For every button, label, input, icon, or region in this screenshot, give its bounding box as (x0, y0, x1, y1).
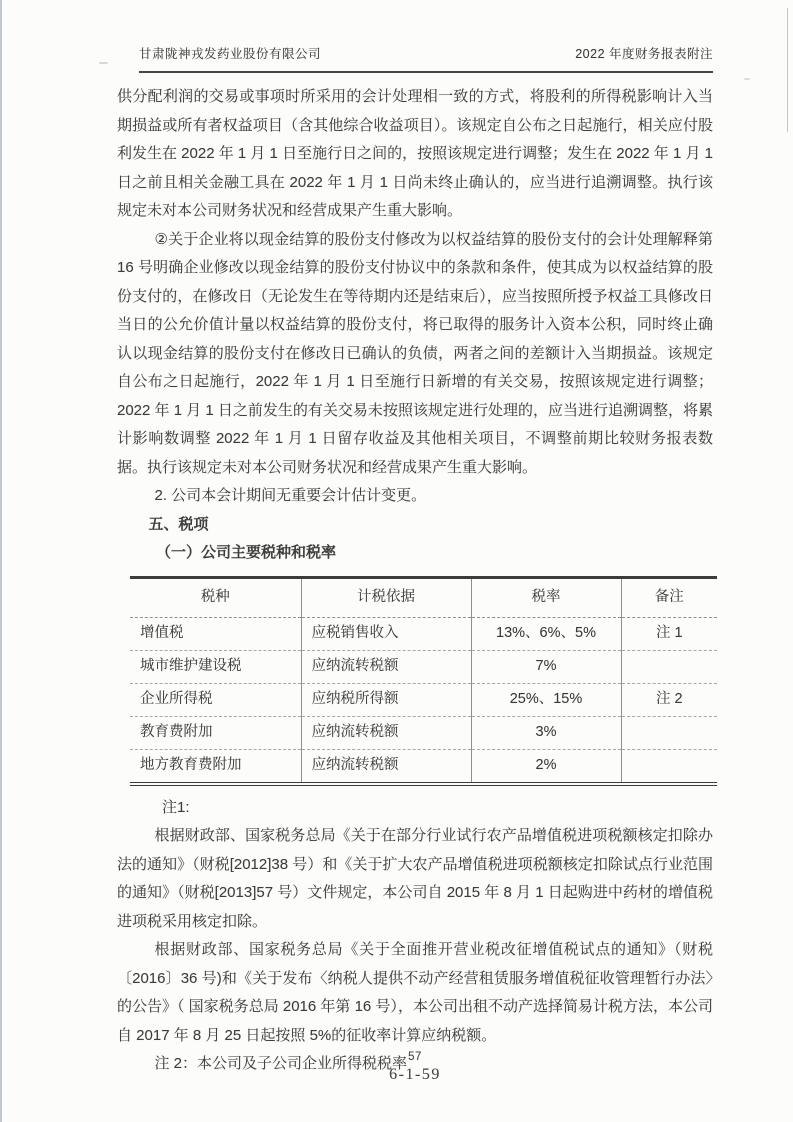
column-header-tax-rate: 税率 (471, 577, 621, 617)
cell-tax-rate: 7% (471, 650, 621, 683)
paragraph-no-estimate-change: 2. 公司本会计期间无重要会计估计变更。 (154, 487, 427, 504)
document-page-number: 6-1-59 (389, 1066, 441, 1083)
note1-paragraph-agricultural-vat: 根据财政部、国家税务总局《关于在部分行业试行农产品增值税进项税额核定扣除办法的通知》（财税[2012]38 号）和《关于扩大农产品增值税进项税额核定扣除试点行业范围的通知》（财税[2013]57 号）文件规定，本公司自 2015 年 8 月 1 日起购进中药材的增值税进项税采用核定扣除。 (117, 827, 713, 930)
subsection-title-main-tax-rates: （一）公司主要税种和税率 (156, 544, 337, 561)
column-header-tax-basis: 计税依据 (301, 577, 471, 617)
cell-tax-rate: 2% (471, 749, 621, 784)
cell-remark (621, 650, 717, 683)
note2-income-tax-rates: 注 2：本公司及子公司企业所得税税率 (154, 1055, 408, 1072)
paragraph-share-payment-interpretation: ②关于企业将以现金结算的股份支付修改为以权益结算的股份支付的会计处理解释第 16 号明确企业修改以现金结算的股份支付协议中的条款和条件，使其成为以权益结算的股份支付的，在修改日（无论发生在等待期内还是结束后），应当按照所授予权益工具修改日当日的公允价值计量以权益结算的股份支付，将已取得的服务计入资本公积，同时终止确认以现金结算的股份支付在修改日已确认的负债，两者之间的差额计入当期损益。该规定自公布之日起施行，2022 年 1 月 1 日至施行日新增的有关交易，按照该规定进行调整； 2022 年 1 月 1 日之前发生的有关交易未按照该规定进行处理的，应当进行追溯调整，将累计影响数调整 2022 年 1 月 1 日留存收益及其他相关项目，不调整前期比较财务报表数据。执行该规定未对本公司财务状况和经营成果产生重大影响。 (117, 230, 713, 476)
column-header-tax-type: 税种 (130, 577, 301, 617)
cell-remark (621, 716, 717, 749)
cell-tax-rate: 13%、6%、5% (471, 617, 621, 650)
scan-speck (744, 78, 750, 80)
page-footer (117, 1050, 713, 1086)
tax-rate-table (130, 576, 717, 786)
table-row (130, 617, 717, 650)
report-title: 2022 年度财务报表附注 (575, 47, 713, 61)
company-name: 甘肃陇神戎发药业股份有限公司 (139, 47, 322, 61)
table-row (130, 749, 717, 784)
cell-remark (621, 749, 717, 784)
page-number: 57 (408, 1051, 422, 1063)
document-body (117, 83, 713, 1079)
cell-tax-basis: 应纳流转税额 (301, 716, 471, 749)
cell-tax-basis: 应纳流转税额 (301, 749, 471, 784)
table-row (130, 650, 717, 683)
note1-label: 注1: (162, 798, 190, 816)
note1-paragraph-vat-reform: 根据财政部、国家税务总局《关于全面推开营业税改征增值税试点的通知》（财税〔2016〕36 号)和《关于发布〈纳税人提供不动产经营租赁服务增值税征收管理暂行办法〉的公告》（ 国家税务总局 2016 年第 16 号），本公司出租不动产选择简易计税方法，本公司自 2017 年 8 月 25 日起按照 5%的征收率计算应纳税额。 (117, 941, 713, 1044)
cell-remark: 注 2 (621, 683, 717, 716)
table-row (130, 683, 717, 716)
cell-tax-basis: 应税销售收入 (301, 617, 471, 650)
cell-tax-basis: 应纳税所得额 (301, 683, 471, 716)
scan-speck (99, 62, 108, 64)
page-content (117, 44, 713, 1079)
column-header-remark: 备注 (621, 577, 717, 617)
scan-edge-artifact-left (0, 0, 2, 1122)
cell-tax-basis: 应纳流转税额 (301, 650, 471, 683)
scan-edge-artifact-right (787, 8, 788, 132)
cell-tax-type: 企业所得税 (130, 683, 301, 716)
table-row (130, 716, 717, 749)
cell-tax-type: 地方教育费附加 (140, 757, 242, 774)
table-header-row (130, 577, 717, 617)
cell-tax-type: 增值税 (130, 617, 301, 650)
page-header (139, 44, 713, 73)
paragraph-dividend-tax-policy: 供分配利润的交易或事项时所采用的会计处理相一致的方式，将股利的所得税影响计入当期损益或所有者权益项目（含其他综合收益项目）。该规定自公布之日起施行，相关应付股利发生在 2022 年 1 月 1 日至施行日之间的，按照该规定进行调整；发生在 2022 年 1 月 1 日之前且相关金融工具在 2022 年 1 月 1 日尚未终止确认的，应当进行追溯调整。执行该规定未对本公司财务状况和经营成果产生重大影响。 (117, 88, 713, 219)
cell-tax-type: 教育费附加 (130, 716, 301, 749)
cell-tax-rate: 25%、15% (471, 683, 621, 716)
cell-remark: 注 1 (621, 617, 717, 650)
cell-tax-rate: 3% (471, 716, 621, 749)
section-title-taxes: 五、税项 (148, 515, 209, 533)
cell-tax-type: 城市维护建设税 (130, 650, 301, 683)
